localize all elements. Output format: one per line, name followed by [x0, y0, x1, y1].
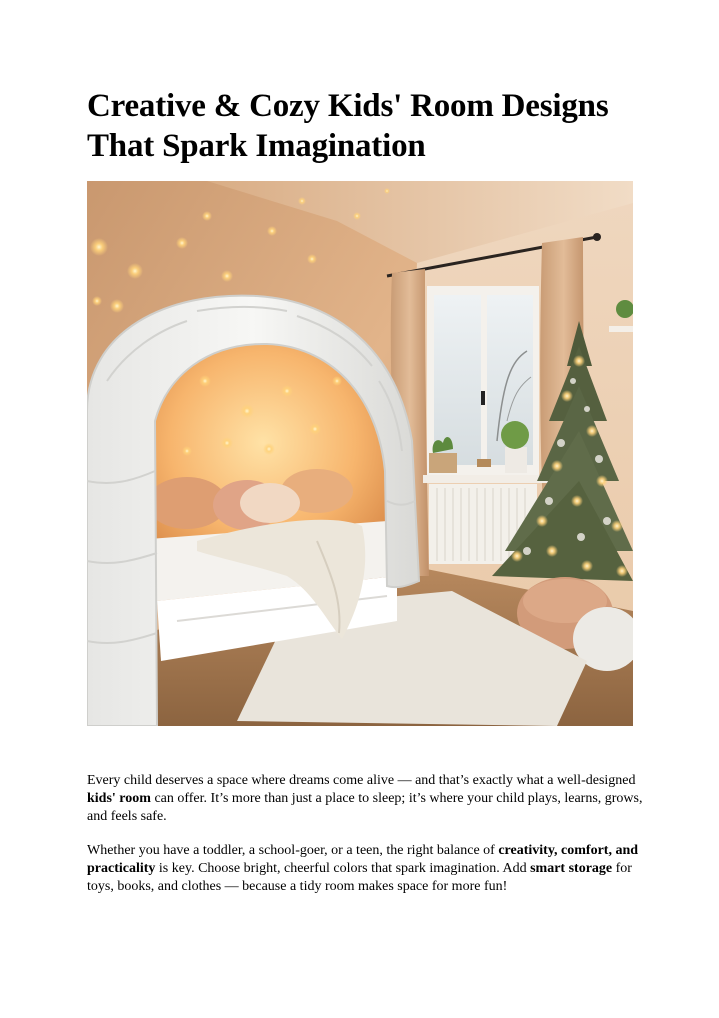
intro-text-2: can offer. It’s more than just a place to sleep; it’s where your child plays, learns, grows, and feels safe.	[87, 791, 643, 824]
balance-text-2: is key. Choose bright, cheerful colors that spark imagination. Add	[155, 861, 531, 876]
intro-text-1: Every child deserves a space where dreams come alive — and that’s exactly what a well-designed	[87, 773, 636, 788]
intro-paragraph	[87, 772, 647, 826]
title-line-1: Creative & Cozy Kids' Room Designs	[87, 88, 609, 124]
balance-text-1: Whether you have a toddler, a school-goer, or a teen, the right balance of	[87, 843, 499, 858]
article-title	[87, 86, 647, 166]
balance-bold-creativity: creativity, comfort, and practicality	[87, 843, 639, 876]
intro-bold-kids-room: kids' room	[87, 791, 151, 806]
balance-paragraph	[87, 842, 647, 896]
balance-bold-storage: smart storage	[530, 861, 613, 876]
kids-room-photo	[87, 181, 633, 726]
balance-text-3: for toys, books, and clothes — because a tidy room makes space for more fun!	[87, 861, 632, 894]
title-line-2: That Spark Imagination	[87, 128, 426, 164]
